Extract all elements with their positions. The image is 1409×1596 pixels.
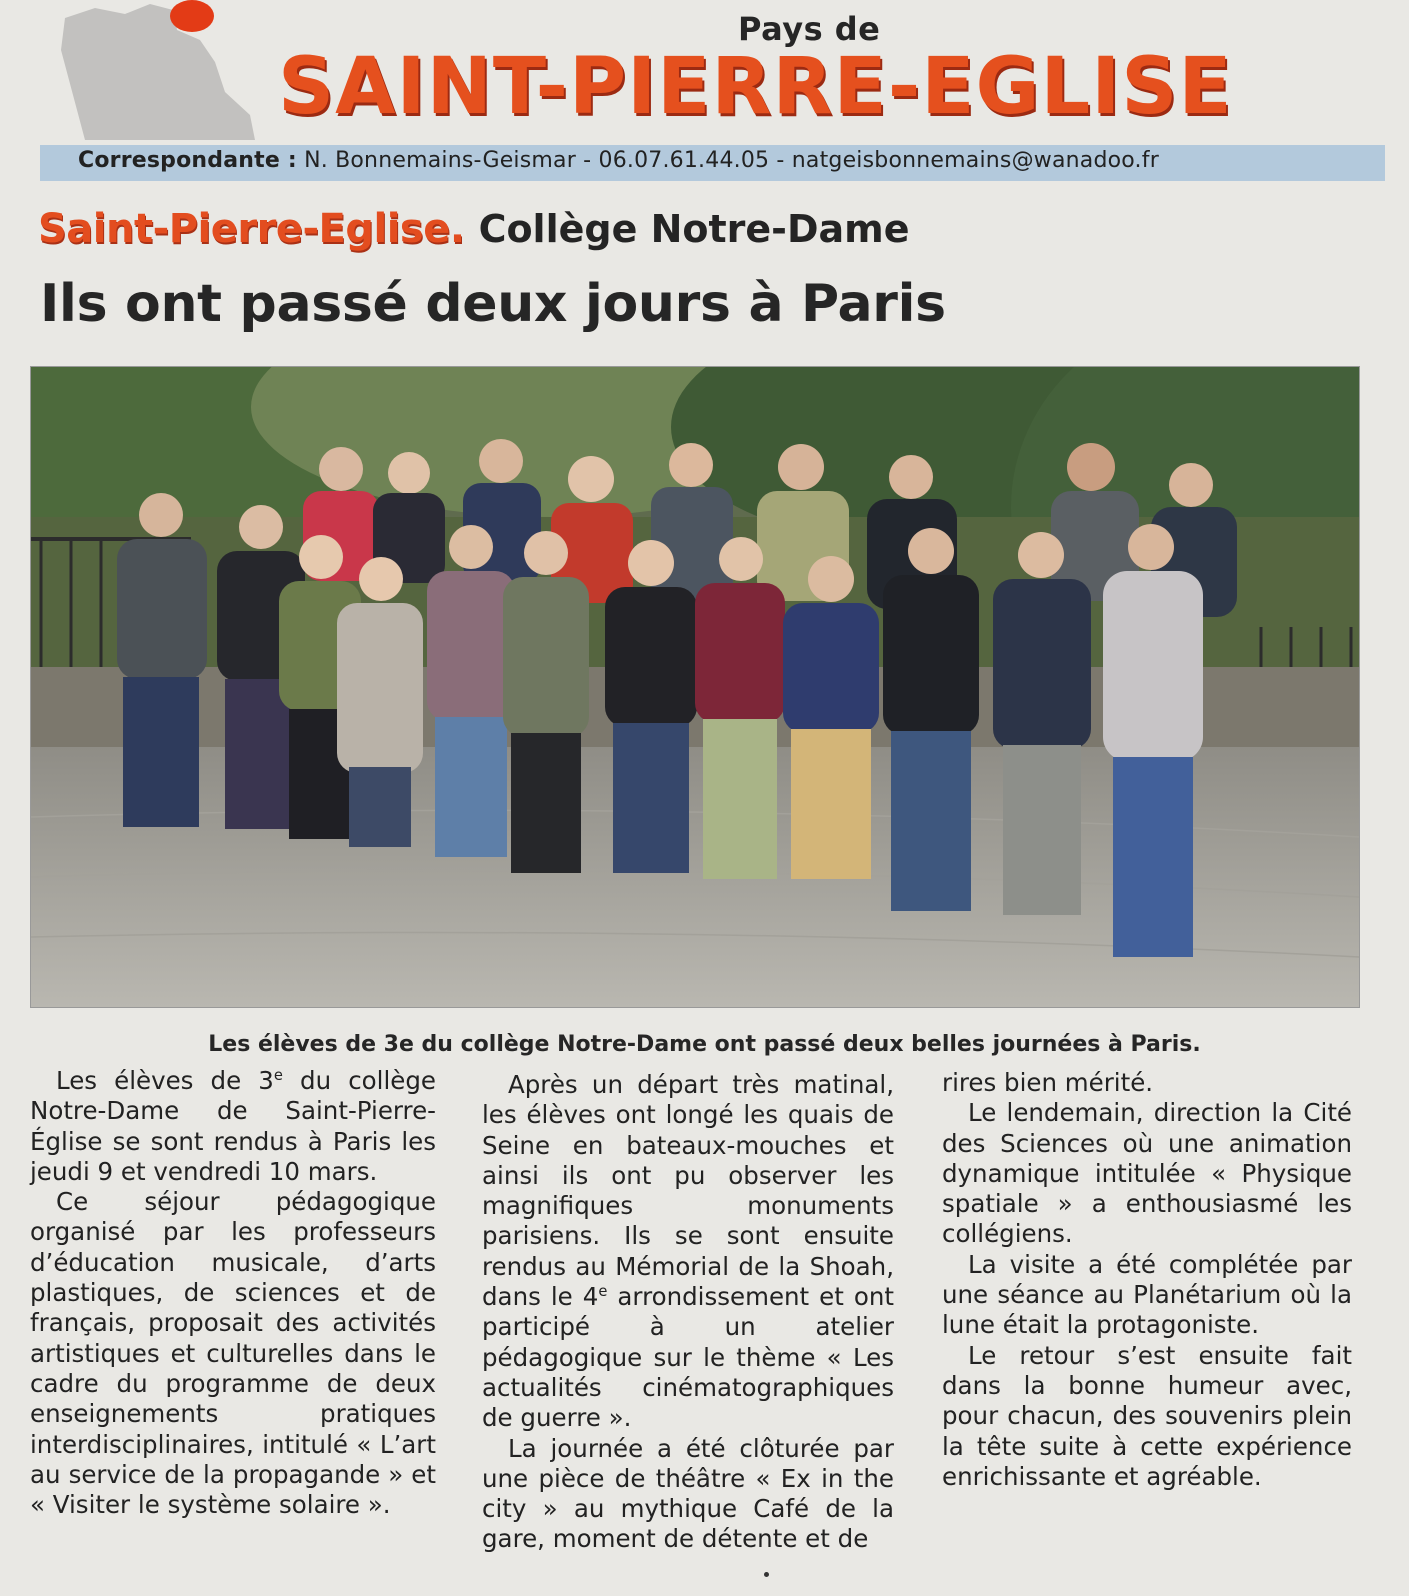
page-mark	[764, 1572, 769, 1577]
section-kicker: Pays de	[738, 10, 881, 48]
correspondent-contact: N. Bonnemains-Geismar - 06.07.61.44.05 - natgeisbonnemains@wanadoo.fr	[304, 148, 1159, 173]
section-masthead: SAINT-PIERRE-EGLISE	[278, 42, 1233, 132]
paragraph: Après un départ très matinal, les élèves ont longé les quais de Seine en bateaux-mouches et ainsi ils ont pu observer les magnifiques monuments parisiens. Ils se sont ensuite rendus au Mémorial de la Shoah, dans le 4e arrondissement et ont participé à un atelier pédagogique sur le thème « Les actualités cinématographiques de guerre ».	[482, 1070, 894, 1433]
article-headline: Ils ont passé deux jours à Paris	[40, 274, 946, 334]
region-map-logo	[55, 0, 265, 142]
group-photo	[30, 366, 1360, 1008]
paragraph: Ce séjour pédagogique organisé par les professeurs d’éducation musicale, d’arts plastiques, de sciences et de français, proposait des activités artistiques et culturelles dans le cadre du programme de deux enseignements pratiques interdisciplinaires, intitulé « L’art au service de la propagande » et « Visiter le système solaire ».	[30, 1187, 436, 1520]
article-column-1	[30, 1066, 436, 1520]
region-dot-icon	[170, 0, 214, 32]
article-column-3	[942, 1068, 1352, 1492]
article-column-2	[482, 1070, 894, 1555]
article-location: Saint-Pierre-Eglise.	[38, 206, 465, 252]
article-subject: Collège Notre-Dame	[478, 207, 910, 251]
correspondent-line	[78, 148, 1159, 173]
paragraph: Les élèves de 3e du collège Notre-Dame de Saint-Pierre-Église se sont rendus à Paris les jeudi 9 et vendredi 10 mars.	[30, 1066, 436, 1186]
paragraph: rires bien mérité.	[942, 1068, 1154, 1097]
photo-caption: Les élèves de 3e du collège Notre-Dame ont passé deux belles journées à Paris.	[208, 1032, 1201, 1057]
correspondent-label: Correspondante :	[78, 148, 297, 173]
article-kicker	[38, 206, 910, 252]
paragraph: La visite a été complétée par une séance au Planétarium où la lune était la protagoniste.	[942, 1249, 1352, 1340]
paragraph: La journée a été clôturée par une pièce de théâtre « Ex in the city » au mythique Café de la gare, moment de détente et de	[482, 1433, 894, 1554]
adjacent-column-bleed	[0, 155, 30, 365]
paragraph: Le retour s’est ensuite fait dans la bonne humeur avec, pour chacun, des souvenirs plein la tête suite à cette expérience enrichissante et agréable.	[942, 1340, 1352, 1491]
paragraph: Le lendemain, direction la Cité des Sciences où une animation dynamique intitulée « Physique spatiale » a enthousiasmé les collégiens.	[942, 1098, 1352, 1249]
